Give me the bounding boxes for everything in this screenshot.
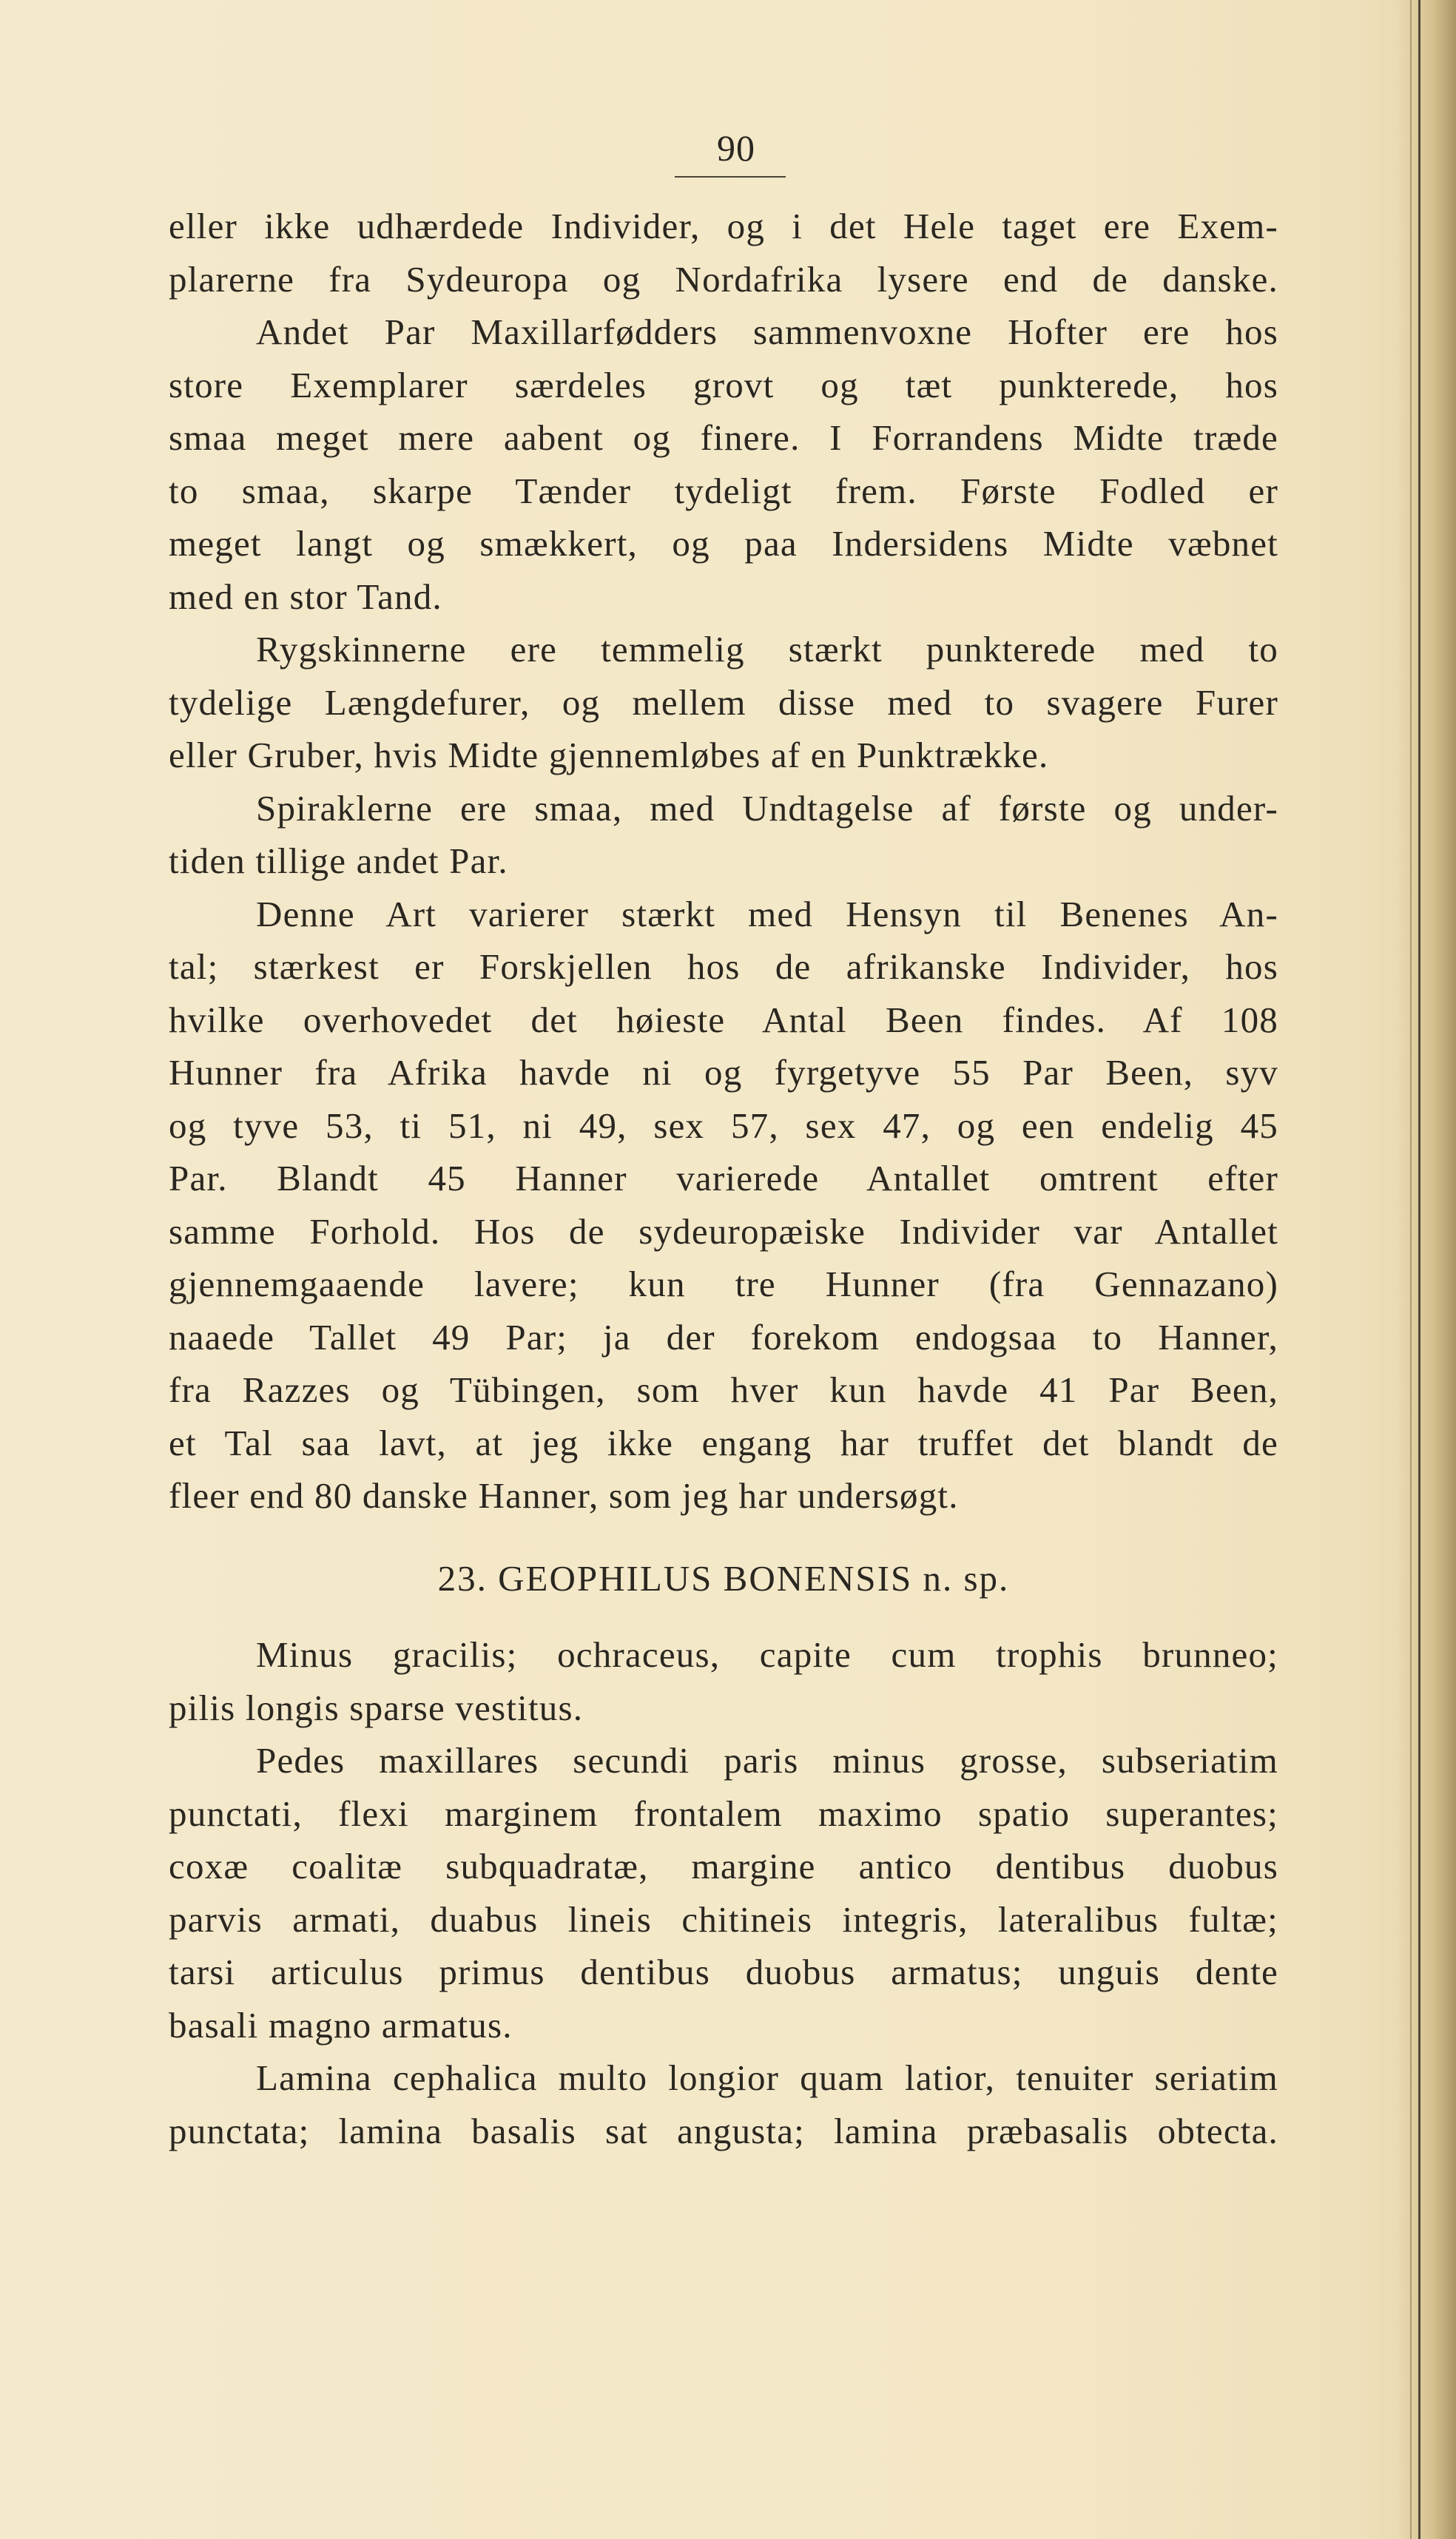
text-line: eller Gruber, hvis Midte gjennemløbes af en Punktrække. — [169, 735, 1049, 775]
page-edge-shadow — [1397, 0, 1456, 2539]
section-heading: 23. GEOPHILUS BONENSIS n. sp. — [437, 1557, 1010, 1599]
binding-edge — [1418, 0, 1420, 2539]
page-number-rule — [675, 176, 786, 178]
page-number: 90 — [717, 127, 755, 169]
text-line: tal; stærkest er Forskjellen hos de afrikanske Individer, hos — [169, 946, 1278, 987]
text-line: Spiraklerne ere smaa, med Undtagelse af første og under- — [256, 787, 1278, 829]
text-line: eller ikke udhærdede Individer, og i det Hele taget ere Exem- — [169, 206, 1278, 246]
binding-edge-line — [1410, 0, 1412, 2539]
text-line: og tyve 53, ti 51, ni 49, sex 57, sex 47, og een endelig 45 — [169, 1105, 1278, 1146]
text-line: punctati, flexi marginem frontalem maximo spatio superantes; — [169, 1793, 1278, 1834]
text-line: samme Forhold. Hos de sydeuropæiske Individer var Antallet — [169, 1210, 1278, 1252]
text-line: Denne Art varierer stærkt med Hensyn til Benenes An- — [256, 893, 1278, 934]
text-line: Andet Par Maxillarfødders sammenvoxne Hofter ere hos — [256, 311, 1278, 352]
text-line: store Exemplarer særdeles grovt og tæt punkterede, hos — [169, 364, 1278, 405]
text-line: pilis longis sparse vestitus. — [169, 1687, 584, 1728]
text-line: gjennemgaaende lavere; kun tre Hunner (fra Gennazano) — [169, 1264, 1278, 1304]
text-line: Lamina cephalica multo longior quam latior, tenuiter seriatim — [256, 2057, 1278, 2098]
text-line: Hunner fra Afrika havde ni og fyrgetyve 55 Par Been, syv — [169, 1052, 1278, 1093]
text-line: tiden tillige andet Par. — [169, 840, 508, 881]
text-line: Par. Blandt 45 Hanner varierede Antallet omtrent efter — [169, 1158, 1278, 1198]
text-line: Rygskinnerne ere temmelig stærkt punkterede med to — [256, 629, 1278, 670]
text-line: et Tal saa lavt, at jeg ikke engang har truffet det blandt de — [169, 1422, 1278, 1463]
text-line: hvilke overhovedet det høieste Antal Been findes. Af 108 — [169, 999, 1278, 1040]
text-line: fleer end 80 danske Hanner, som jeg har undersøgt. — [169, 1475, 959, 1516]
text-line: med en stor Tand. — [169, 576, 442, 617]
text-line: Pedes maxillares secundi paris minus grosse, subseriatim — [256, 1740, 1278, 1781]
text-line: parvis armati, duabus lineis chitineis integris, lateralibus fultæ; — [169, 1898, 1278, 1940]
text-line: fra Razzes og Tübingen, som hver kun havde 41 Par Been, — [169, 1369, 1278, 1410]
text-line: basali magno armatus. — [169, 2004, 513, 2046]
text-line: smaa meget mere aabent og finere. I Forrandens Midte træde — [169, 417, 1278, 458]
text-line: plarerne fra Sydeuropa og Nordafrika lysere end de danske. — [169, 258, 1278, 300]
text-line: Minus gracilis; ochraceus, capite cum trophis brunneo; — [256, 1634, 1278, 1675]
text-line: punctata; lamina basalis sat angusta; lamina præbasalis obtecta. — [169, 2110, 1278, 2151]
text-line: meget langt og smækkert, og paa Indersidens Midte væbnet — [169, 523, 1278, 564]
text-line: coxæ coalitæ subquadratæ, margine antico dentibus duobus — [169, 1846, 1278, 1886]
text-line: to smaa, skarpe Tænder tydeligt frem. Første Fodled er — [169, 470, 1278, 511]
text-line: tydelige Længdefurer, og mellem disse med to svagere Furer — [169, 681, 1278, 723]
text-line: tarsi articulus primus dentibus duobus armatus; unguis dente — [169, 1952, 1278, 1992]
body-text — [169, 200, 1278, 2157]
text-line: naaede Tallet 49 Par; ja der forekom endogsaa to Hanner, — [169, 1316, 1278, 1358]
